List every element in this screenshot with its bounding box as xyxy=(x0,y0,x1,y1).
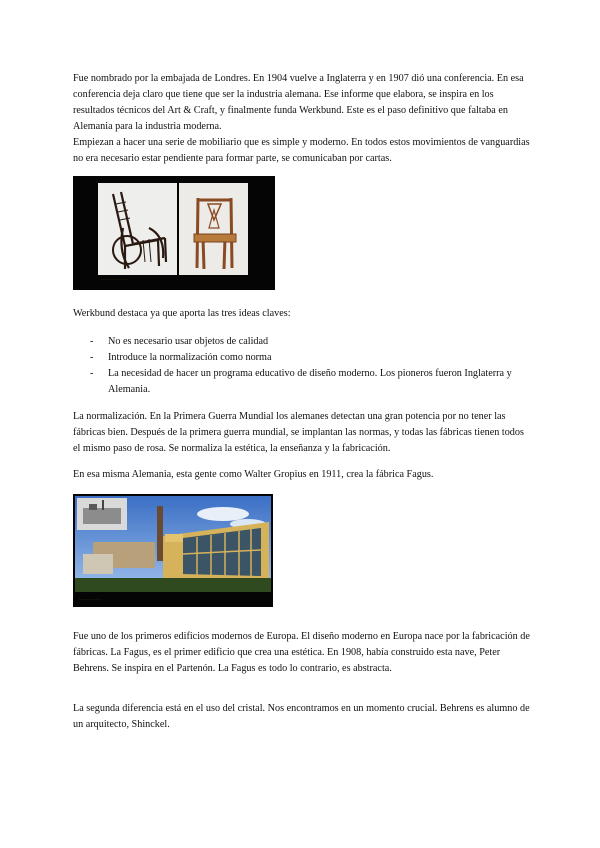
list-item: - Introduce la normalización como norma xyxy=(90,350,520,366)
paragraph-normalization: La normalización. En la Primera Guerra Mundial los alemanes detectan una gran potencia por no tener las fábricas bien. Después de la primera guerra mundial, se implantan las normas, y todas las fábricas tienen todos el mismo paso de rosa. Se normaliza la estética, la enseñanza y la fabricación. xyxy=(73,411,524,454)
paragraph-text: Empiezan a hacer una serie de mobiliario que es simple y moderno. En todos estos movimientos de vanguardias no era necesario estar pendiente para formar parte, se comunicaban por cartas. xyxy=(73,137,530,164)
chairs-slide-image xyxy=(73,176,275,290)
paragraph-werkbund-ideas: Werkbund destaca ya que aporta las tres ideas claves: xyxy=(73,308,291,319)
list-item: - No es necesario usar objetos de calidad xyxy=(90,334,520,350)
slide-caption: . . . . . . . . . . . . . . . . xyxy=(101,277,127,281)
fagus-illustration xyxy=(73,494,273,607)
paragraph-gropius: En esa misma Alemania, esta gente como Walter Gropius en 1911, crea la fábrica Fagus. xyxy=(73,469,434,480)
list-item: - La necesidad de hacer un programa educativo de diseño moderno. Los pioneros fueron Inglaterra y Alemania. xyxy=(90,366,520,398)
key-ideas-list xyxy=(90,334,520,398)
slide-caption: . . . . . . . . . . . . . . xyxy=(79,597,102,601)
paragraph-text: Fue nombrado por la embajada de Londres. En 1904 vuelve a Inglaterra y en 1907 dió una conferencia. En esa conferencia deja claro que tiene que ser la industria alemana. Ese informe que elabora, se inspira en los resultados técnicos del Art & Craft, y finalmente funda Werkbund. Este es el paso definitivo que faltaba en Alemania para la industria moderna. xyxy=(73,73,524,132)
paragraph-behrens-intro xyxy=(73,71,533,167)
paragraph-fagus: Fue uno de los primeros edificios modernos de Europa. El diseño moderno en Europa nace por la fabricación de fábricas. La Fagus, es el primer edificio que crea una estética. En 1908, había construido esta nave, Peter Behrens. Se inspira en el Partenón. La Fagus es todo lo contrario, es abstracta. xyxy=(73,631,530,674)
paragraph-glass: La segunda diferencia está en el uso del cristal. Nos encontramos en un momento crucial. Behrens es alumno de un arquitecto, Shinckel. xyxy=(73,703,530,730)
fagus-factory-image xyxy=(73,494,273,607)
chairs-illustration xyxy=(73,176,275,290)
